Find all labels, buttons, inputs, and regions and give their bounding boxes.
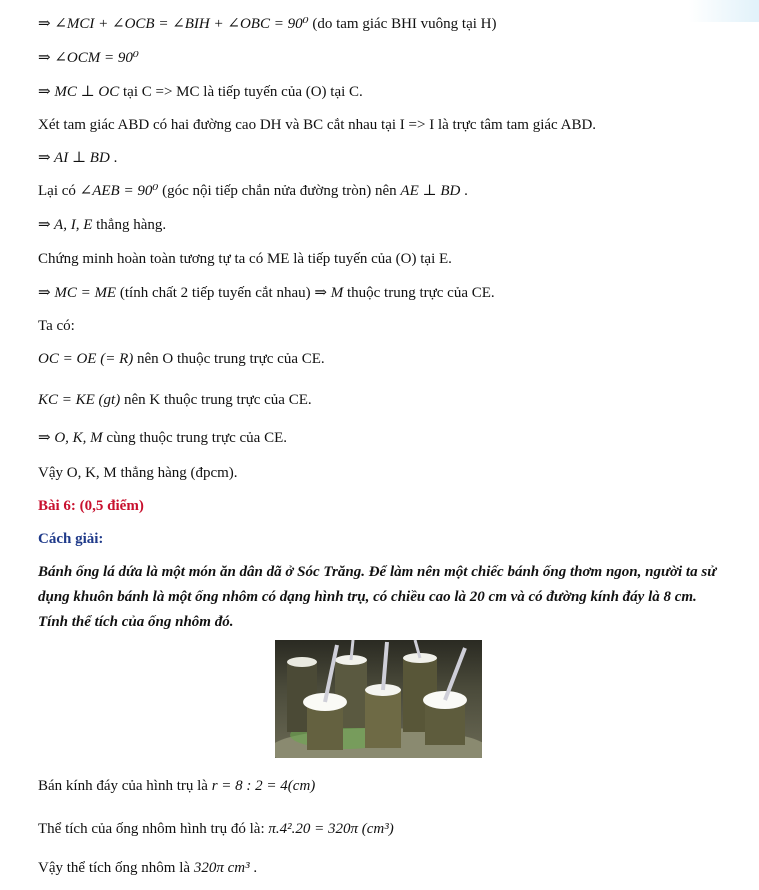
text: Ta có: xyxy=(38,318,75,334)
line-4 xyxy=(38,115,596,135)
line-2 xyxy=(38,48,139,68)
math: ⇒ O, K, M xyxy=(38,430,103,446)
math: ⇒ M xyxy=(314,285,344,301)
text: Xét tam giác ABD có hai đường cao DH và BC cắt nhau tại I => I là trực tâm tam giác ABD. xyxy=(38,117,597,133)
line-1 xyxy=(38,14,496,34)
math: AE ⊥ BD xyxy=(400,183,461,199)
line-14 xyxy=(38,463,238,483)
math: π.4².20 = 320π (cm³) xyxy=(268,821,394,837)
text: . xyxy=(249,860,258,876)
text: nên O thuộc trung trực của CE. xyxy=(133,351,325,367)
line-10 xyxy=(38,316,75,336)
text: Bán kính đáy của hình trụ là xyxy=(38,778,212,794)
math: r = 8 : 2 = 4(cm) xyxy=(211,778,316,794)
text: (tính chất 2 tiếp tuyến cắt nhau) xyxy=(116,285,315,301)
math: OC = OE (= R) xyxy=(38,351,134,367)
corner-watermark xyxy=(689,0,759,22)
banh-ong-illustration xyxy=(275,640,482,758)
text: Vậy O, K, M thẳng hàng (đpcm). xyxy=(38,465,238,481)
solution-line-2 xyxy=(38,819,394,839)
banh-ong-photo xyxy=(275,640,482,758)
solution-heading: Cách giải: xyxy=(38,531,104,547)
text: (góc nội tiếp chắn nửa đường tròn) nên xyxy=(158,183,401,199)
math: ⇒ AI ⊥ BD xyxy=(38,150,110,166)
text: . xyxy=(109,150,118,166)
text: cùng thuộc trung trực của CE. xyxy=(102,430,287,446)
text: (do tam giác BHI vuông tại H) xyxy=(308,16,497,32)
math: ⇒ MC = ME xyxy=(38,285,117,301)
math: ⇒ A, I, E xyxy=(38,217,93,233)
solution-line-3 xyxy=(38,858,257,878)
math: ⇒ MC ⊥ OC xyxy=(38,84,120,100)
text: thẳng hàng. xyxy=(92,217,167,233)
math: 320π cm³ xyxy=(193,860,250,876)
line-7 xyxy=(38,215,166,235)
math: ∠AEB = 90⁰ xyxy=(79,183,159,199)
problem-statement: Bánh ống lá dứa là một món ăn dân dã ở Sóc Trăng. Để làm nên một chiếc bánh ống thơm ngon, người ta sử dụng khuôn bánh là một ống nhôm có dạng hình trụ, có chiều cao là 20 cm và có đường kính đáy là 8 cm. Tính thể tích của ống nhôm đó. xyxy=(38,564,717,630)
math: ⇒ ∠OCM = 90⁰ xyxy=(38,50,139,66)
line-9 xyxy=(38,283,495,303)
line-13 xyxy=(38,428,287,448)
text: . xyxy=(460,183,468,199)
line-11 xyxy=(38,349,325,369)
line-3 xyxy=(38,82,363,102)
text: tại C => MC là tiếp tuyến của (O) tại C. xyxy=(119,84,363,100)
math: ⇒ ∠MCI + ∠OCB = ∠BIH + ∠OBC = 90⁰ xyxy=(38,16,309,32)
text: nên K thuộc trung trực của CE. xyxy=(120,392,312,408)
text: Chứng minh hoàn toàn tương tự ta có ME là tiếp tuyến của (O) tại E. xyxy=(38,251,452,267)
text: thuộc trung trực của CE. xyxy=(343,285,495,301)
line-5 xyxy=(38,148,117,168)
solution-line-1 xyxy=(38,776,315,796)
text: Thể tích của ống nhôm hình trụ đó là: xyxy=(38,821,269,837)
text: Lại có xyxy=(38,183,80,199)
section-heading-bai6: Bài 6: (0,5 điểm) xyxy=(38,498,144,514)
line-6 xyxy=(38,181,468,201)
text: Vậy thể tích ống nhôm là xyxy=(38,860,194,876)
math: KC = KE (gt) xyxy=(38,392,121,408)
line-12 xyxy=(38,390,312,410)
line-8 xyxy=(38,249,452,269)
